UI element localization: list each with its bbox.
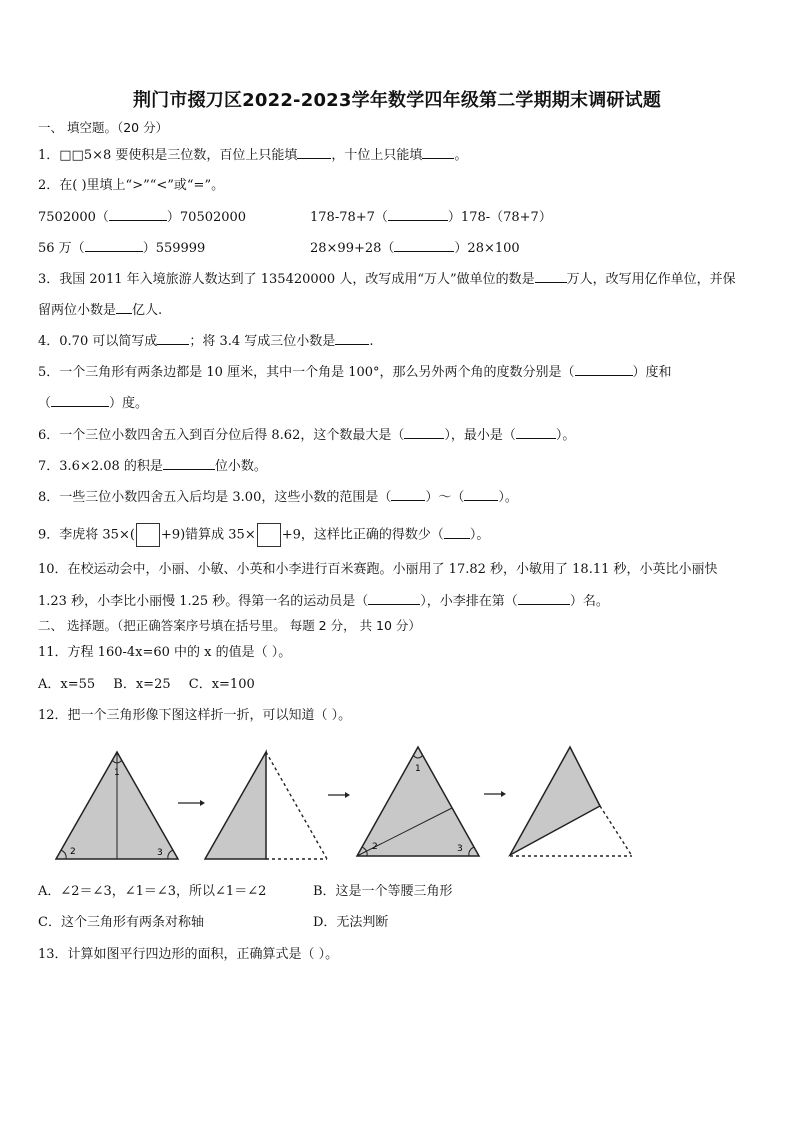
option-b[interactable]: B．x=25 — [113, 677, 171, 692]
answer-blank[interactable] — [518, 592, 570, 605]
question-10-line-1: 10．在校运动会中，小丽、小敏、小英和小李进行百米赛跑。小丽用了 17.82 秒，小敏用了 18.11 秒，小英比小丽快 — [38, 562, 718, 577]
question-12-option-a[interactable]: A．∠2＝∠3，∠1＝∠3，所以∠1＝∠2 — [38, 884, 267, 899]
answer-blank[interactable] — [394, 239, 454, 252]
question-6: 6．一个三位小数四舍五入到百分位后得 8.62，这个数最大是（ ），最小是（ ）。 — [38, 428, 576, 443]
answer-blank[interactable] — [116, 301, 132, 314]
answer-blank[interactable] — [109, 208, 167, 221]
page-title: 荆门市掇刀区2022-2023学年数学四年级第二学期期末调研试题 — [132, 90, 662, 111]
question-7: 7．3.6×2.08 的积是 位小数。 — [38, 459, 267, 474]
question-12: 12．把一个三角形像下图这样折一折，可以知道（ ）。 — [38, 708, 352, 723]
question-3-line-1: 3．我国 2011 年入境旅游人数达到了 135420000 人，改写成用“万人”做单位的数是 万人，改写用亿作单位，并保 — [38, 272, 736, 287]
answer-blank[interactable] — [444, 526, 470, 539]
answer-blank[interactable] — [163, 457, 215, 470]
question-12-option-c[interactable]: C．这个三角形有两条对称轴 — [38, 915, 204, 930]
question-5-line-1: 5．一个三角形有两条边都是 10 厘米，其中一个角是 100°，那么另外两个角的度数分别是（ ）度和 — [38, 365, 672, 380]
answer-blank[interactable] — [85, 239, 143, 252]
angle-label-2: 2 — [372, 842, 378, 852]
question-10-line-2: 1.23 秒，小李比小丽慢 1.25 秒。得第一名的运动员是（ ），小李排在第（ ）名。 — [38, 594, 609, 609]
question-11: 11．方程 160-4x=60 中的 x 的值是（ ）。 — [38, 645, 292, 660]
triangle-3 — [357, 747, 479, 856]
question-11-options — [38, 676, 255, 694]
answer-blank[interactable] — [157, 332, 189, 345]
answer-blank[interactable] — [297, 146, 331, 159]
question-5-line-2: （ ）度。 — [38, 396, 149, 411]
answer-blank[interactable] — [388, 208, 448, 221]
angle-label-2: 2 — [70, 847, 76, 857]
triangle-folding-figure — [0, 740, 794, 870]
arrow-icon — [484, 791, 506, 797]
answer-blank[interactable] — [535, 270, 567, 283]
section-2-heading: 二、 选择题。（把正确答案序号填在括号里。 每题 2 分， 共 10 分） — [38, 618, 421, 633]
answer-blank[interactable] — [422, 146, 454, 159]
question-12-option-b[interactable]: B．这是一个等腰三角形 — [313, 884, 453, 899]
angle-label-1: 1 — [114, 768, 120, 778]
triangle-1 — [56, 752, 178, 859]
question-8: 8．一些三位小数四舍五入后均是 3.00，这些小数的范围是（ ）～（ ）。 — [38, 490, 518, 505]
triangle-2-folded — [205, 752, 327, 859]
question-2-row-2-right: 28×99+28（ ）28×100 — [310, 241, 520, 256]
answer-blank[interactable] — [335, 332, 369, 345]
answer-blank[interactable] — [516, 426, 556, 439]
answer-blank[interactable] — [51, 394, 109, 407]
question-9: 9．李虎将 35×( +9)错算成 35× +9，这样比正确的得数少（ ）。 — [38, 523, 489, 547]
question-4: 4．0.70 可以简写成 ；将 3.4 写成三位小数是 . — [38, 334, 374, 349]
answer-blank[interactable] — [464, 488, 498, 501]
question-12-option-d[interactable]: D．无法判断 — [313, 915, 389, 930]
section-1-heading: 一、 填空题。（20 分） — [38, 120, 169, 135]
blank-box[interactable] — [257, 523, 281, 547]
answer-blank[interactable] — [404, 426, 444, 439]
question-1: 1．□□5×8 要使积是三位数，百位上只能填 ，十位上只能填 。 — [38, 148, 468, 163]
question-2-row-2-left: 56 万（ ）559999 — [38, 241, 206, 256]
option-a[interactable]: A．x=55 — [38, 677, 96, 692]
blank-box[interactable] — [136, 523, 160, 547]
angle-label-1: 1 — [415, 764, 421, 774]
question-3-line-2: 留两位小数是 亿人. — [38, 303, 163, 318]
question-2: 2．在( )里填上“>”“<”或“=”。 — [38, 178, 225, 193]
question-13: 13．计算如图平行四边形的面积，正确算式是（ ）。 — [38, 947, 339, 962]
arrow-icon — [328, 792, 350, 798]
triangle-4-folded — [510, 747, 632, 856]
answer-blank[interactable] — [391, 488, 425, 501]
arrow-icon — [178, 800, 205, 806]
angle-label-3: 3 — [457, 844, 463, 854]
question-2-row-1-right: 178-78+7（ ）178-（78+7） — [310, 210, 552, 225]
angle-label-3: 3 — [157, 848, 163, 858]
option-c[interactable]: C．x=100 — [188, 677, 255, 692]
answer-blank[interactable] — [368, 592, 420, 605]
answer-blank[interactable] — [575, 363, 633, 376]
question-2-row-1-left: 7502000（ ）70502000 — [38, 210, 247, 225]
